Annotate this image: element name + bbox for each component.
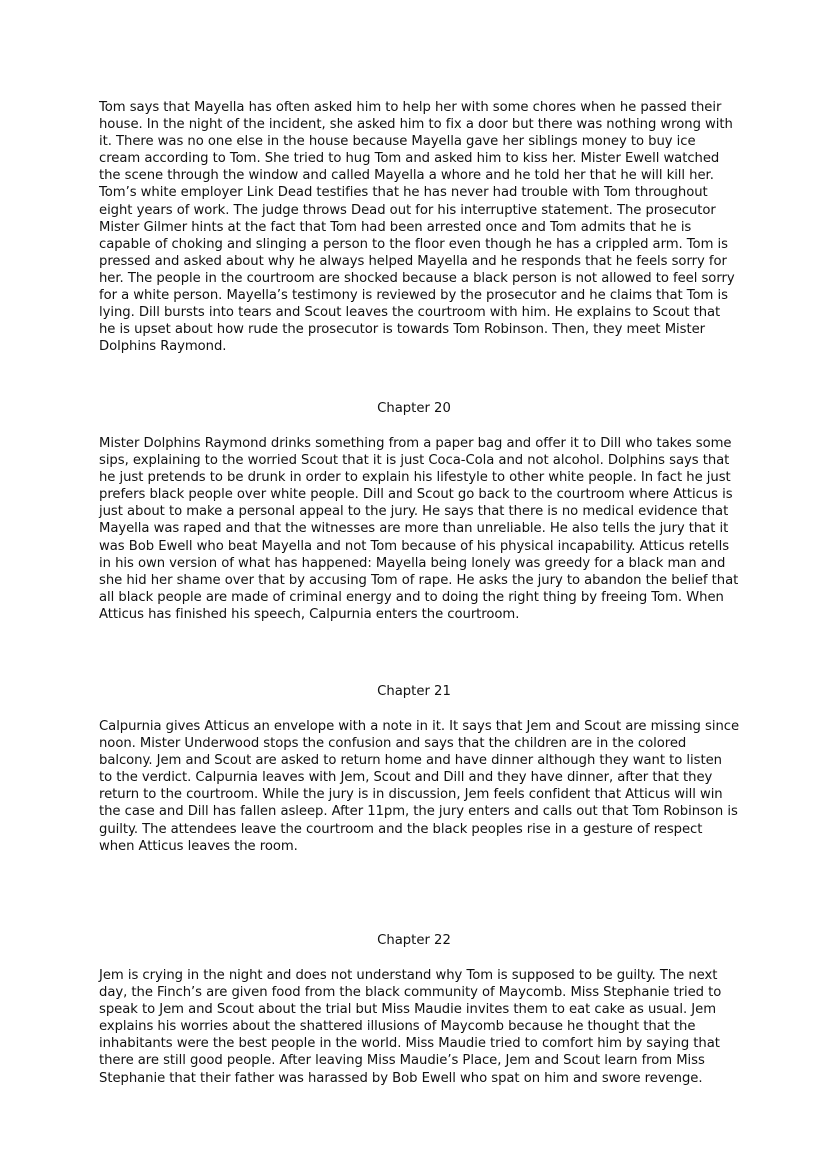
chapter-22-heading: Chapter 22: [377, 933, 451, 948]
chapter-21-heading: Chapter 21: [377, 684, 451, 699]
paragraph-chapter-20-summary: Mister Dolphins Raymond drinks something from a paper bag and offer it to Dill who takes some sips, explaining to the worried Scout that it is just Coca-Cola and not alcohol. Dolphins says that he just pretends to be drunk in order to explain his lifestyle to other white people. In fact he just prefers black people over white people. Dill and Scout go back to the courtroom where Atticus is just about to make a personal appeal to the jury. He says that there is no medical evidence that Mayella was raped and that the witnesses are more than unreliable. He also tells the jury that it was Bob Ewell who beat Mayella and not Tom because of his physical incapability. Atticus retells in his own version of what has happened: Mayella being lonely was greedy for a black man and she hid her shame over that by accusing Tom of rape. He asks the jury to abandon the belief that all black people are made of criminal energy and to doing the right thing by freeing Tom. When Atticus has finished his speech, Calpurnia enters the courtroom.: [99, 436, 739, 622]
chapter-20-heading: Chapter 20: [377, 401, 451, 416]
paragraph-chapter-22-summary: Jem is crying in the night and does not understand why Tom is supposed to be guilty. The next day, the Finch’s are given food from the black community of Maycomb. Miss Stephanie tried to speak to Jem and Scout about the trial but Miss Maudie invites them to eat cake as usual. Jem explains his worries about the shattered illusions of Maycomb because he thought that the inhabitants were the best people in the world. Miss Maudie tried to comfort him by saying that there are still good people. After leaving Miss Maudie’s Place, Jem and Scout learn from Miss Stephanie that their father was harassed by Bob Ewell who spat on him and swore revenge.: [99, 968, 722, 1086]
paragraph-chapter-19-summary: Tom says that Mayella has often asked him to help her with some chores when he passed their house. In the night of the incident, she asked him to fix a door but there was nothing wrong with it. There was no one else in the house because Mayella gave her siblings money to buy ice cream according to Tom. She tried to hug Tom and asked him to kiss her. Mister Ewell watched the scene through the window and called Mayella a whore and he told her that he will kill her. Tom’s white employer Link Dead testifies that he has never had trouble with Tom throughout eight years of work. The judge throws Dead out for his interruptive statement. The prosecutor Mister Gilmer hints at the fact that Tom had been arrested once and Tom admits that he is capable of choking and slinging a person to the floor even though he has a crippled arm. Tom is pressed and asked about why he always helped Mayella and he responds that he feels sorry for her. The people in the courtroom are shocked because a black person is not allowed to feel sorry for a white person. Mayella’s testimony is reviewed by the prosecutor and he claims that Tom is lying. Dill bursts into tears and Scout leaves the courtroom with him. He explains to Scout that he is upset about how rude the prosecutor is towards Tom Robinson. Then, they meet Mister Dolphins Raymond.: [99, 100, 735, 355]
paragraph-chapter-21-summary: Calpurnia gives Atticus an envelope with a note in it. It says that Jem and Scout are missing since noon. Mister Underwood stops the confusion and says that the children are in the colored balcony. Jem and Scout are asked to return home and have dinner although they want to listen to the verdict. Calpurnia leaves with Jem, Scout and Dill and they have dinner, after that they return to the courtroom. While the jury is in discussion, Jem feels confident that Atticus will win the case and Dill has fallen asleep. After 11pm, the jury enters and calls out that Tom Robinson is guilty. The attendees leave the courtroom and the black peoples rise in a gesture of respect when Atticus leaves the room.: [99, 719, 740, 854]
